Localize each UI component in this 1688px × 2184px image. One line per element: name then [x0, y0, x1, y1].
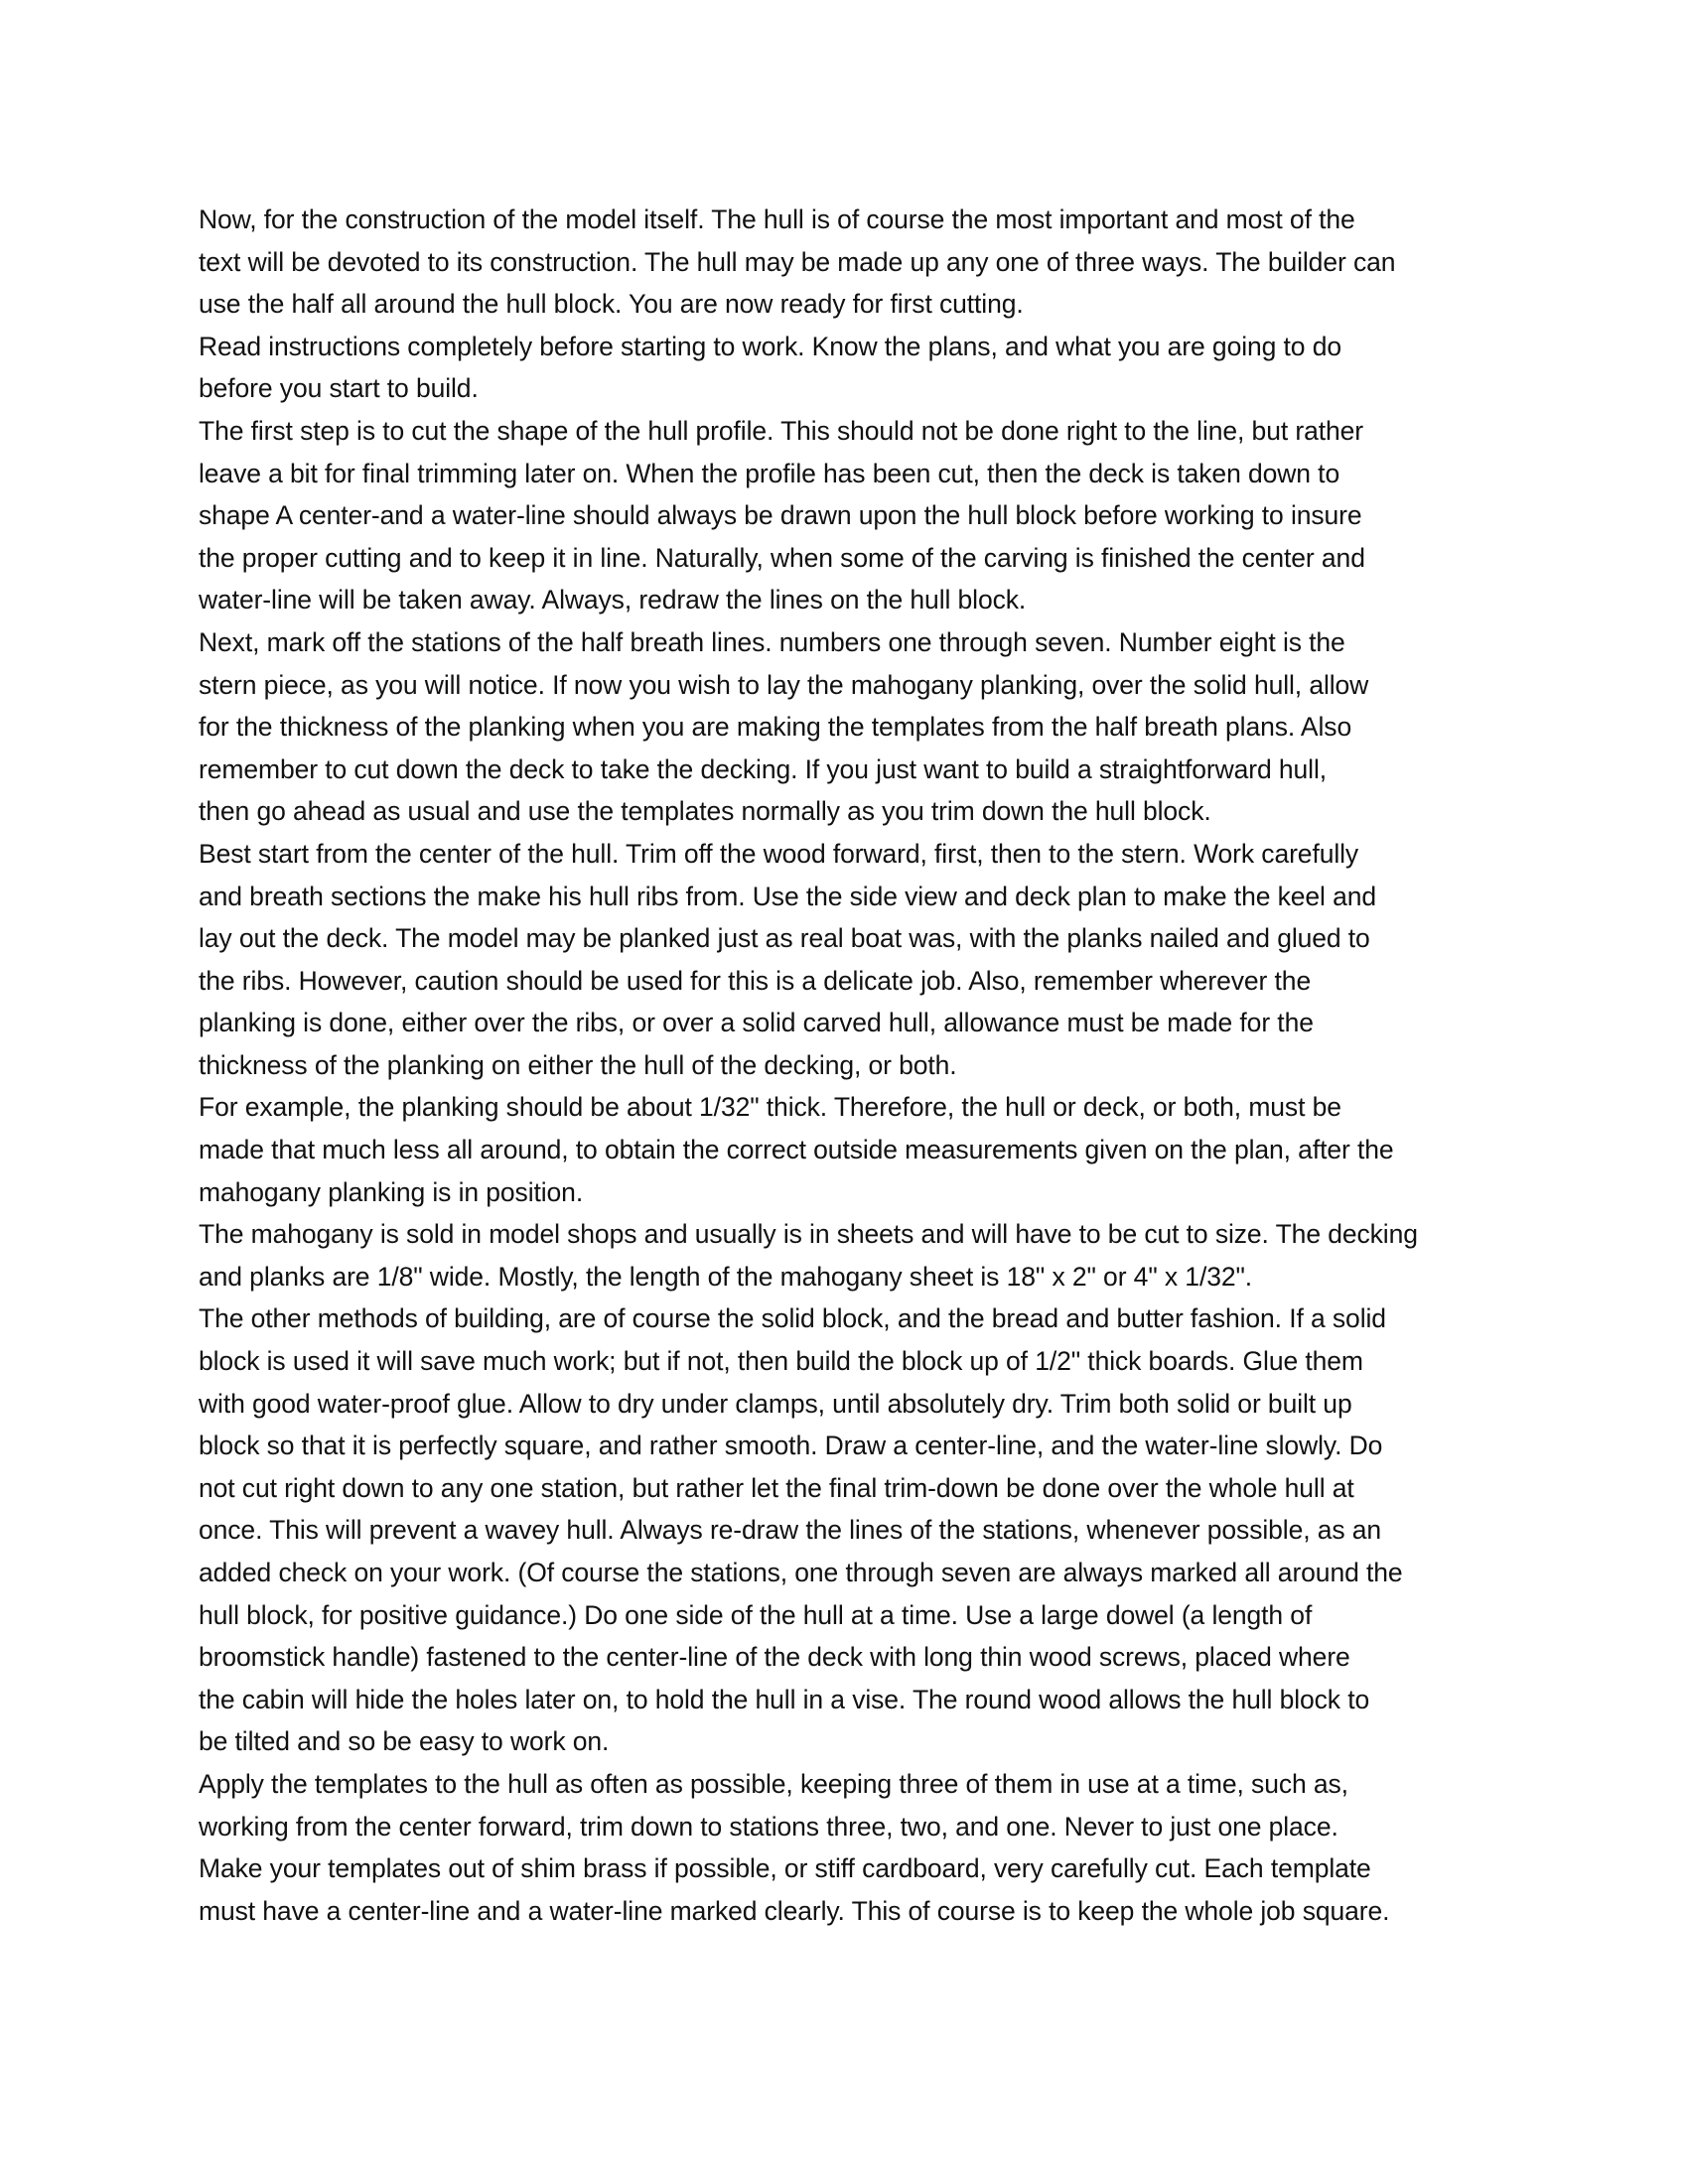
paragraph: [199, 1297, 1499, 1763]
text-line: Next, mark off the stations of the half breath lines. numbers one through seven. Number eight is the: [199, 626, 1345, 657]
text-line: thickness of the planking on either the hull of the decking, or both.: [199, 1049, 957, 1080]
text-line: the proper cutting and to keep it in line. Naturally, when some of the carving is finished the center and: [199, 542, 1365, 573]
text-line: The first step is to cut the shape of the hull profile. This should not be done right to the line, but rather: [199, 415, 1363, 446]
text-line: block is used it will save much work; but if not, then build the block up of 1/2" thick boards. Glue them: [199, 1346, 1363, 1377]
text-line: for the thickness of the planking when you are making the templates from the half breath plans. Also: [199, 712, 1352, 743]
text-line: then go ahead as usual and use the templates normally as you trim down the hull block.: [199, 796, 1211, 827]
text-line: Now, for the construction of the model itself. The hull is of course the most important and most of the: [199, 205, 1355, 234]
paragraph: [199, 199, 1499, 326]
text-line: broomstick handle) fastened to the center-line of the deck with long thin wood screws, placed where: [199, 1642, 1350, 1673]
text-line: For example, the planking should be about 1/32" thick. Therefore, the hull or deck, or both, must be: [199, 1092, 1341, 1123]
paragraph: [199, 410, 1499, 621]
text-line: Read instructions completely before starting to work. Know the plans, and what you are going to do: [199, 331, 1341, 361]
text-line: block so that it is perfectly square, and rather smooth. Draw a center-line, and the water-line slowly. Do: [199, 1431, 1383, 1461]
text-line: with good water-proof glue. Allow to dry under clamps, until absolutely dry. Trim both solid or built up: [199, 1388, 1352, 1419]
text-line: leave a bit for final trimming later on. When the profile has been cut, then the deck is taken down to: [199, 458, 1340, 488]
text-line: text will be devoted to its construction. The hull may be made up any one of three ways. The builder can: [199, 246, 1396, 277]
text-line: use the half all around the hull block. You are now ready for first cutting.: [199, 289, 1024, 320]
text-line: made that much less all around, to obtain the correct outside measurements given on the plan, after the: [199, 1135, 1394, 1165]
text-line: not cut right down to any one station, but rather let the final trim-down be done over the whole hull at: [199, 1472, 1354, 1503]
text-line: planking is done, either over the ribs, or over a solid carved hull, allowance must be made for the: [199, 1008, 1314, 1038]
paragraph: [199, 1763, 1499, 1932]
text-line: stern piece, as you will notice. If now you wish to lay the mahogany planking, over the solid hull, allow: [199, 669, 1369, 700]
text-line: the ribs. However, caution should be used for this is a delicate job. Also, remember wherever the: [199, 965, 1312, 996]
body-text: [199, 199, 1499, 1932]
text-line: shape A center-and a water-line should always be drawn upon the hull block before working to insure: [199, 500, 1362, 531]
text-line: working from the center forward, trim down to stations three, two, and one. Never to just one place.: [199, 1811, 1338, 1842]
paragraph: [199, 1086, 1499, 1213]
text-line: Make your templates out of shim brass if possible, or stiff cardboard, very carefully cut. Each template: [199, 1853, 1371, 1884]
text-line: hull block, for positive guidance.) Do one side of the hull at a time. Use a large dowel (a length of: [199, 1599, 1313, 1630]
text-line: and planks are 1/8" wide. Mostly, the length of the mahogany sheet is 18" x 2" or 4" x 1/32".: [199, 1261, 1253, 1292]
text-line: The other methods of building, are of course the solid block, and the bread and butter fashion. If a solid: [199, 1303, 1386, 1334]
paragraph: [199, 621, 1499, 833]
text-line: mahogany planking is in position.: [199, 1176, 584, 1207]
text-line: Best start from the center of the hull. Trim off the wood forward, first, then to the stern. Work carefully: [199, 838, 1359, 869]
text-line: Apply the templates to the hull as often as possible, keeping three of them in use at a time, such as,: [199, 1768, 1348, 1799]
text-line: The mahogany is sold in model shops and usually is in sheets and will have to be cut to size. The decking: [199, 1219, 1418, 1250]
text-line: must have a center-line and a water-line marked clearly. This of course is to keep the whole job square.: [199, 1895, 1390, 1926]
paragraph: [199, 326, 1499, 410]
paragraph: [199, 833, 1499, 1087]
text-line: added check on your work. (Of course the stations, one through seven are always marked all around the: [199, 1558, 1403, 1587]
text-line: remember to cut down the deck to take the decking. If you just want to build a straightforward hull,: [199, 753, 1327, 784]
paragraph: [199, 1213, 1499, 1297]
text-line: the cabin will hide the holes later on, to hold the hull in a vise. The round wood allows the hull block to: [199, 1684, 1370, 1714]
text-line: once. This will prevent a wavey hull. Always re-draw the lines of the stations, whenever possible, as an: [199, 1515, 1382, 1546]
text-line: before you start to build.: [199, 373, 479, 404]
text-line: and breath sections the make his hull ribs from. Use the side view and deck plan to make the keel and: [199, 881, 1376, 911]
text-line: water-line will be taken away. Always, redraw the lines on the hull block.: [199, 585, 1027, 615]
text-line: lay out the deck. The model may be planked just as real boat was, with the planks nailed and glued to: [199, 923, 1370, 954]
text-line: be tilted and so be easy to work on.: [199, 1726, 610, 1757]
